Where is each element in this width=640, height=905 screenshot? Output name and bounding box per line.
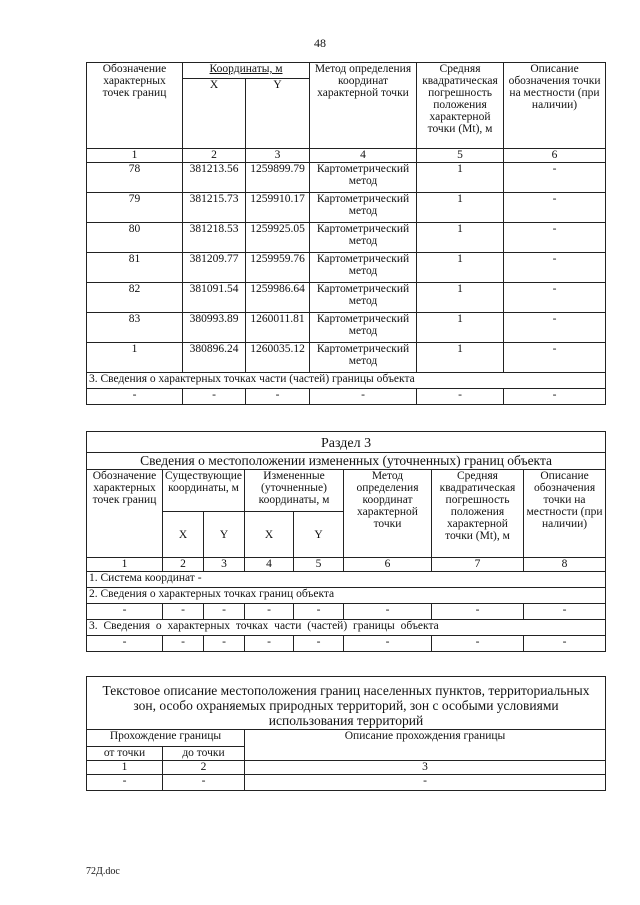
x-cell: 381215.73 [183, 193, 246, 223]
x-cell: 381091.54 [183, 283, 246, 313]
header-coordinates: Координаты, м [183, 63, 310, 79]
error-cell: 1 [417, 193, 504, 223]
y-cell: 1259925.05 [246, 223, 310, 253]
desc-cell: - [504, 163, 606, 193]
footer-filename: 72Д.doc [86, 866, 120, 877]
y-cell: 1259910.17 [246, 193, 310, 223]
desc-cell: - [504, 283, 606, 313]
dash-row [87, 604, 606, 620]
method-cell: Картометрический метод [310, 313, 417, 343]
col-number: 1 [87, 761, 163, 775]
header-method: Метод определения координат характерной точки [344, 470, 432, 558]
desc-cell: - [504, 343, 606, 373]
x-cell: 381213.56 [183, 163, 246, 193]
header-from-point: от точки [87, 747, 163, 761]
dash-cell: - [204, 636, 245, 652]
header-point-designation: Обозначение характерных точек границ [87, 470, 163, 558]
dash-cell: - [504, 389, 606, 405]
dash-cell: - [246, 389, 310, 405]
part-boundary-points-line: 3. Сведения о характерных точках части (частей) границы объекта [87, 620, 606, 636]
dash-cell: - [204, 604, 245, 620]
header-error: Средняя квадратическая погрешность положения характерной точки (Mt), м [432, 470, 524, 558]
x-cell: 381218.53 [183, 223, 246, 253]
text-description-table [86, 676, 606, 791]
col-number: 2 [163, 761, 245, 775]
dash-cell: - [294, 604, 344, 620]
point-cell: 81 [87, 253, 183, 283]
boundary-points-line: 2. Сведения о характерных точках границ объекта [87, 588, 606, 604]
error-cell: 1 [417, 163, 504, 193]
page-number: 48 [314, 36, 326, 50]
col-number: 5 [417, 149, 504, 163]
dash-row [87, 775, 606, 791]
section-label: 3. Сведения о характерных точках части (частей) границы объекта [87, 373, 606, 389]
coordinates-table [86, 62, 606, 405]
col-number: 8 [524, 558, 606, 572]
x-cell: 381209.77 [183, 253, 246, 283]
dash-cell: - [524, 604, 606, 620]
col-number: 4 [310, 149, 417, 163]
point-cell: 79 [87, 193, 183, 223]
x-cell: 380896.24 [183, 343, 246, 373]
desc-cell: - [504, 253, 606, 283]
y-cell: 1259899.79 [246, 163, 310, 193]
desc-cell: - [504, 193, 606, 223]
dash-cell: - [245, 604, 294, 620]
point-cell: 83 [87, 313, 183, 343]
error-cell: 1 [417, 313, 504, 343]
dash-cell: - [87, 636, 163, 652]
header-passage-description: Описание прохождения границы [245, 730, 606, 761]
dash-cell: - [310, 389, 417, 405]
dash-cell: - [87, 775, 163, 791]
method-cell: Картометрический метод [310, 343, 417, 373]
table-row [87, 253, 606, 283]
header-to-point: до точки [163, 747, 245, 761]
header-existing-coordinates: Существующие координаты, м [163, 470, 245, 512]
y-cell: 1260035.12 [246, 343, 310, 373]
header-y: Y [204, 512, 245, 558]
point-cell: 82 [87, 283, 183, 313]
col-number: 3 [246, 149, 310, 163]
point-cell: 78 [87, 163, 183, 193]
header-x: X [163, 512, 204, 558]
table-row [87, 343, 606, 373]
col-number: 5 [294, 558, 344, 572]
header-x: X [183, 79, 246, 149]
point-cell: 1 [87, 343, 183, 373]
header-description: Описание обозначения точки на местности (при наличии) [524, 470, 606, 558]
error-cell: 1 [417, 223, 504, 253]
header-point-designation: Обозначение характерных точек границ [87, 63, 183, 149]
desc-cell: - [504, 223, 606, 253]
col-number: 6 [504, 149, 606, 163]
error-cell: 1 [417, 343, 504, 373]
col-number: 2 [183, 149, 246, 163]
col-number: 3 [204, 558, 245, 572]
table-row [87, 283, 606, 313]
col-number: 2 [163, 558, 204, 572]
col-number: 7 [432, 558, 524, 572]
dash-cell: - [163, 775, 245, 791]
header-y: Y [246, 79, 310, 149]
x-cell: 380993.89 [183, 313, 246, 343]
dash-cell: - [245, 636, 294, 652]
error-cell: 1 [417, 253, 504, 283]
dash-row [87, 636, 606, 652]
dash-cell: - [344, 636, 432, 652]
table-row [87, 313, 606, 343]
header-error: Средняя квадратическая погрешность положения характерной точки (Mt), м [417, 63, 504, 149]
dash-cell: - [163, 604, 204, 620]
y-cell: 1259986.64 [246, 283, 310, 313]
dash-cell: - [183, 389, 246, 405]
dash-cell: - [245, 775, 606, 791]
col-number: 1 [87, 149, 183, 163]
table-row [87, 193, 606, 223]
dash-cell: - [417, 389, 504, 405]
desc-cell: - [504, 313, 606, 343]
header-changed-coordinates: Измененные (уточненные) координаты, м [245, 470, 344, 512]
col-number: 4 [245, 558, 294, 572]
section-subtitle: Сведения о местоположении измененных (уточненных) границ объекта [87, 453, 606, 470]
section-3-table [86, 431, 606, 652]
text-description-title: Текстовое описание местоположения границ населенных пунктов, территориальных зон, особо охраняемых природных территорий, зон с особыми условиями использования территорий [87, 677, 606, 730]
dash-cell: - [432, 636, 524, 652]
section-title: Раздел 3 [87, 432, 606, 453]
point-cell: 80 [87, 223, 183, 253]
table-row [87, 223, 606, 253]
header-method: Метод определения координат характерной точки [310, 63, 417, 149]
y-cell: 1259959.76 [246, 253, 310, 283]
dash-cell: - [344, 604, 432, 620]
method-cell: Картометрический метод [310, 163, 417, 193]
dash-cell: - [432, 604, 524, 620]
col-number: 3 [245, 761, 606, 775]
coordinate-system-line: 1. Система координат - [87, 572, 606, 588]
dash-cell: - [294, 636, 344, 652]
col-number: 1 [87, 558, 163, 572]
dash-cell: - [163, 636, 204, 652]
header-x: X [245, 512, 294, 558]
dash-row [87, 389, 606, 405]
y-cell: 1260011.81 [246, 313, 310, 343]
method-cell: Картометрический метод [310, 193, 417, 223]
header-y: Y [294, 512, 344, 558]
dash-cell: - [87, 604, 163, 620]
method-cell: Картометрический метод [310, 283, 417, 313]
dash-cell: - [87, 389, 183, 405]
col-number: 6 [344, 558, 432, 572]
method-cell: Картометрический метод [310, 223, 417, 253]
table-row [87, 163, 606, 193]
header-passage: Прохождение границы [87, 730, 245, 747]
header-description: Описание обозначения точки на местности (при наличии) [504, 63, 606, 149]
method-cell: Картометрический метод [310, 253, 417, 283]
dash-cell: - [524, 636, 606, 652]
error-cell: 1 [417, 283, 504, 313]
